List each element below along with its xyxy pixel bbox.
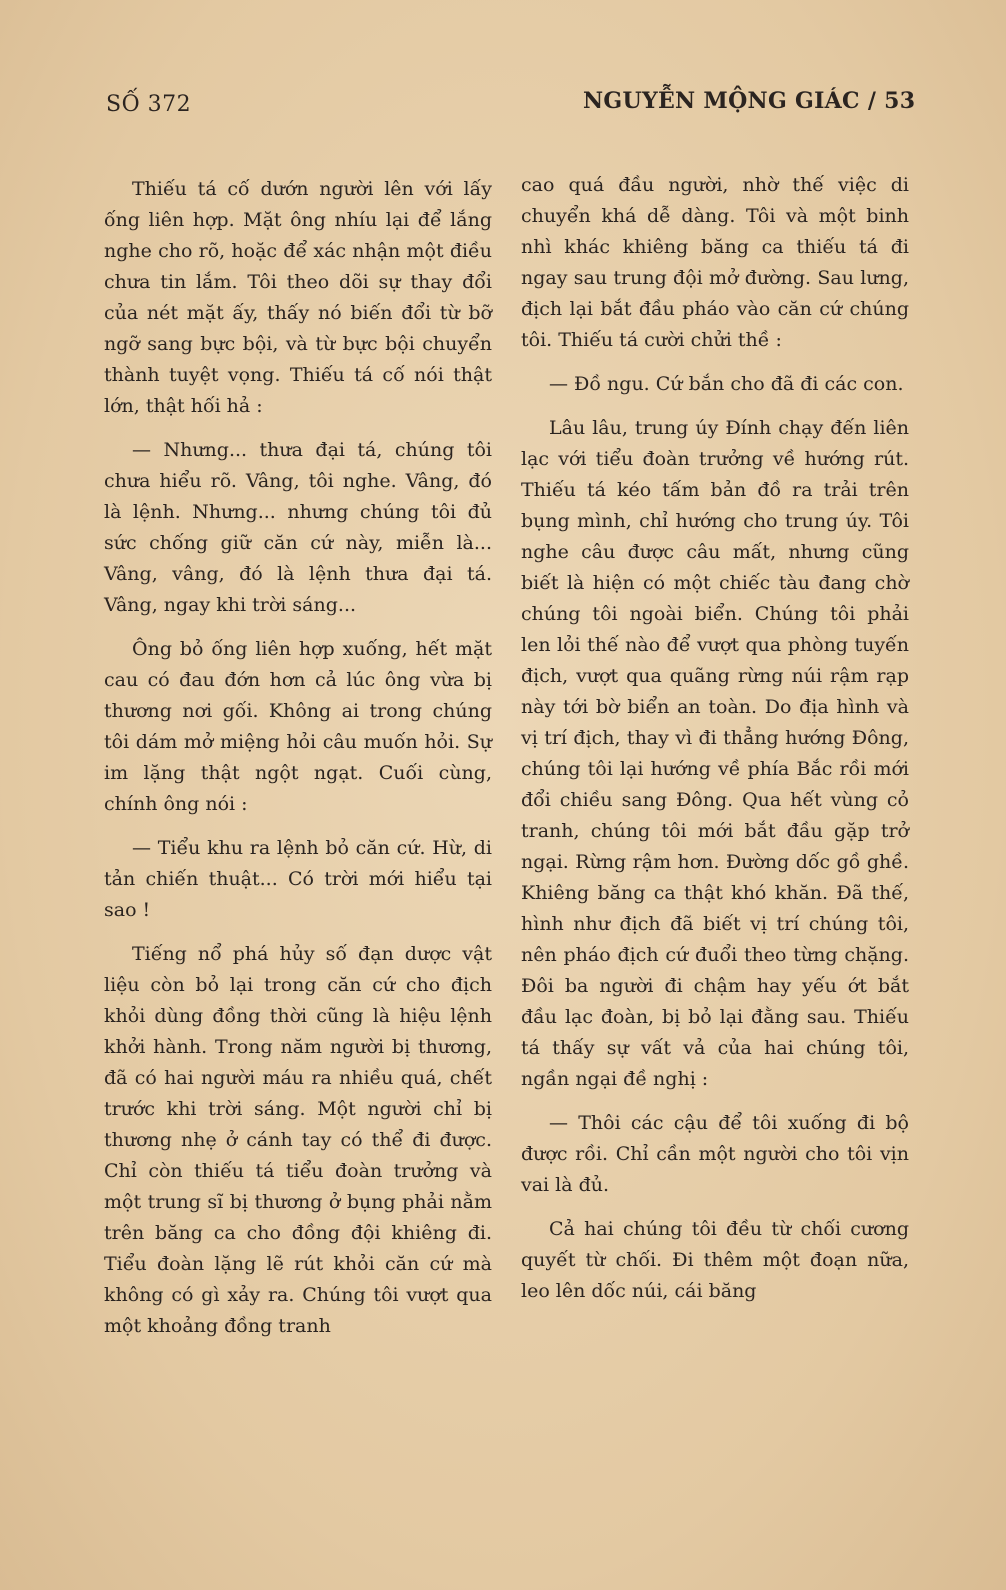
- paragraph: Lâu lâu, trung úy Đính chạy đến liên lạc với tiểu đoàn trưởng về hướng rút. Thiếu tá kéo tấm bản đồ ra trải trên bụng mình, chỉ hướng cho trung úy. Tôi nghe câu được câu mất, nhưng cũng biết là hiện có một chiếc tàu đang chờ chúng tôi ngoài biển. Chúng tôi phải len lỏi thế nào để vượt qua phòng tuyến địch, vượt qua quãng rừng núi rậm rạp này tới bờ biển an toàn. Do địa hình và vị trí địch, thay vì đi thẳng hướng Đông, chúng tôi lại hướng về phía Bắc rồi mới đổi chiều sang Đông. Qua hết vùng cỏ tranh, chúng tôi mới bắt đầu gặp trở ngại. Rừng rậm hơn. Đường dốc gồ ghề. Khiêng băng ca thật khó khăn. Đã thế, hình như địch đã biết vị trí chúng tôi, nên pháo địch cứ đuổi theo từng chặng. Đôi ba người đi chậm hay yếu ớt bắt đầu lạc đoàn, bị bỏ lại đằng sau. Thiếu tá thấy sự vất vả của hai chúng tôi, ngần ngại đề nghị :: [521, 417, 909, 1090]
- paragraph: — Đồ ngu. Cứ bắn cho đã đi các con.: [549, 373, 904, 395]
- issue-number: SỐ 372: [106, 92, 192, 117]
- right-column: [521, 170, 909, 1320]
- paragraph: — Thôi các cậu để tôi xuống đi bộ được rồi. Chỉ cần một người cho tôi vịn vai là đủ.: [521, 1112, 909, 1196]
- paragraph: Tiếng nổ phá hủy số đạn dược vật liệu còn bỏ lại trong căn cứ cho địch khỏi dùng đồng thời cũng là hiệu lệnh khởi hành. Trong năm người bị thương, đã có hai người máu ra nhiều quá, chết trước khi trời sáng. Một người chỉ bị thương nhẹ ở cánh tay có thể đi được. Chỉ còn thiếu tá tiểu đoàn trưởng và một trung sĩ bị thương ở bụng phải nằm trên băng ca cho đồng đội khiêng đi. Tiểu đoàn lặng lẽ rút khỏi căn cứ mà không có gì xảy ra. Chúng tôi vượt qua một khoảng đồng tranh: [104, 943, 492, 1337]
- paragraph: cao quá đầu người, nhờ thế việc di chuyển khá dễ dàng. Tôi và một binh nhì khác khiêng băng ca thiếu tá đi ngay sau trung đội mở đường. Sau lưng, địch lại bắt đầu pháo vào căn cứ chúng tôi. Thiếu tá cười chửi thề :: [521, 174, 909, 351]
- paragraph: Ông bỏ ống liên hợp xuống, hết mặt cau có đau đớn hơn cả lúc ông vừa bị thương nơi gối. Không ai trong chúng tôi dám mở miệng hỏi câu muốn hỏi. Sự im lặng thật ngột ngạt. Cuối cùng, chính ông nói :: [104, 638, 492, 815]
- paragraph: — Tiểu khu ra lệnh bỏ căn cứ. Hừ, di tản chiến thuật... Có trời mới hiểu tại sao !: [104, 837, 492, 921]
- paragraph: Cả hai chúng tôi đều từ chối cương quyết từ chối. Đi thêm một đoạn nữa, leo lên dốc núi, cái băng: [521, 1218, 909, 1302]
- author-page-header: NGUYỄN MỘNG GIÁC / 53: [583, 88, 916, 114]
- paragraph: Thiếu tá cố dướn người lên với lấy ống liên hợp. Mặt ông nhíu lại để lắng nghe cho rõ, hoặc để xác nhận một điều chưa tin lắm. Tôi theo dõi sự thay đổi của nét mặt ấy, thấy nó biến đổi từ bỡ ngỡ sang bực bội, và từ bực bội chuyển thành tuyệt vọng. Thiếu tá cố nói thật lớn, thật hối hả :: [104, 178, 492, 417]
- paragraph: — Nhưng... thưa đại tá, chúng tôi chưa hiểu rõ. Vâng, tôi nghe. Vâng, đó là lệnh. Nhưng... nhưng chúng tôi đủ sức chống giữ căn cứ này, miễn là... Vâng, vâng, đó là lệnh thưa đại tá. Vâng, ngay khi trời sáng...: [104, 439, 492, 616]
- left-column: [104, 174, 492, 1355]
